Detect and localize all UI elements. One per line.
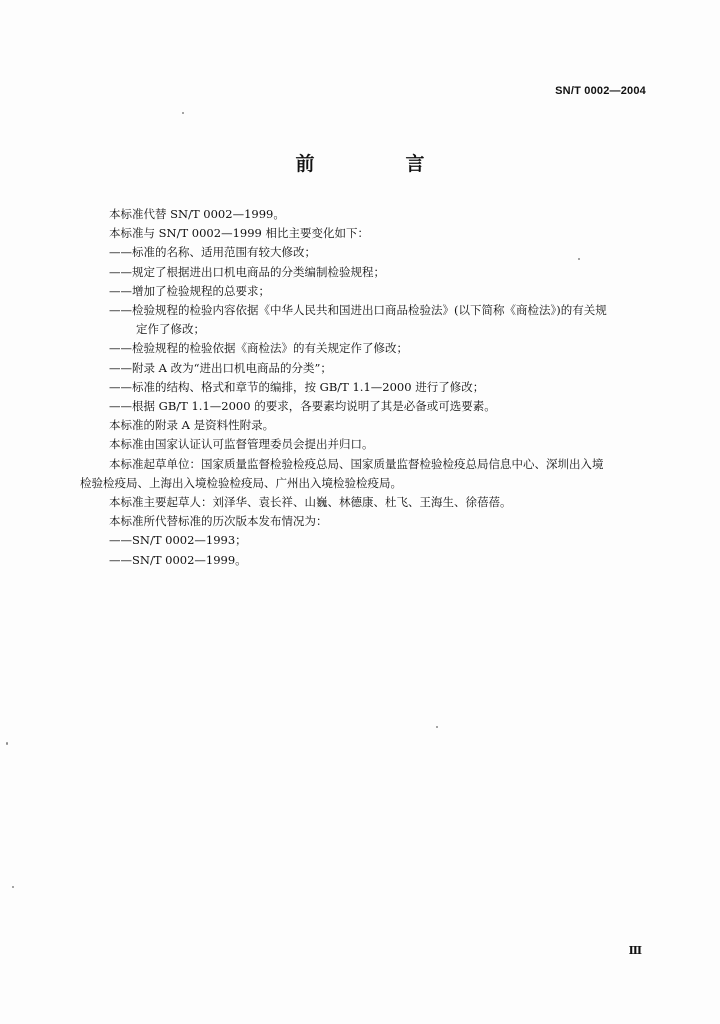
change-item-4: ——检验规程的检验内容依据《中华人民共和国进出口商品检验法》(以下简称《商检法》)的有关规 [109, 303, 607, 318]
paragraph-appendix: 本标准的附录 A 是资料性附录。 [109, 418, 275, 433]
change-item-2: ——规定了根据进出口机电商品的分类编制检验规程； [109, 264, 385, 279]
paragraph-drafting-units: 本标准起草单位：国家质量监督检验检疫总局、国家质量监督检验检疫总局信息中心、深圳出入境 [109, 456, 604, 471]
change-item-3: ——增加了检验规程的总要求； [109, 283, 270, 298]
change-item-1: ——标准的名称、适用范围有较大修改； [109, 245, 316, 260]
paragraph-proposer: 本标准由国家认证认可监督管理委员会提出并归口。 [109, 437, 374, 452]
scan-speck [182, 112, 184, 114]
page-number: Ⅲ [628, 944, 642, 957]
change-item-7: ——标准的结构、格式和章节的编排，按 GB/T 1.1—2000 进行了修改； [109, 379, 485, 394]
version-item-1993: ——SN/T 0002—1993； [109, 533, 247, 548]
paragraph-replaces: 本标准代替 SN/T 0002—1999。 [109, 207, 285, 221]
scan-speck [578, 258, 580, 260]
page-title: 前 言 [295, 153, 461, 175]
scan-speck [436, 726, 438, 728]
foreword-body [80, 205, 654, 570]
paragraph-drafting-units-continued: 检验检疫局、上海出入境检验检疫局、广州出入境检验检疫局。 [80, 475, 402, 490]
change-item-4-continued: 定作了修改； [136, 322, 205, 337]
scan-speck [6, 742, 8, 745]
scan-speck [12, 886, 14, 888]
paragraph-version-history: 本标准所代替标准的历次版本发布情况为： [109, 514, 328, 529]
version-item-1999: ——SN/T 0002—1999。 [109, 552, 247, 567]
standard-code: SN/T 0002—2004 [555, 85, 646, 97]
change-item-5: ——检验规程的检验依据《商检法》的有关规定作了修改； [109, 341, 408, 356]
change-item-6: ——附录 A 改为“进出口机电商品的分类”； [109, 360, 332, 375]
paragraph-changes-intro: 本标准与 SN/T 0002—1999 相比主要变化如下： [109, 226, 369, 241]
change-item-8: ——根据 GB/T 1.1—2000 的要求，各要素均说明了其是必备或可选要素。 [109, 399, 496, 414]
paragraph-drafters: 本标准主要起草人：刘泽华、袁长祥、山巍、林德康、杜飞、王海生、徐蓓蓓。 [109, 495, 512, 510]
